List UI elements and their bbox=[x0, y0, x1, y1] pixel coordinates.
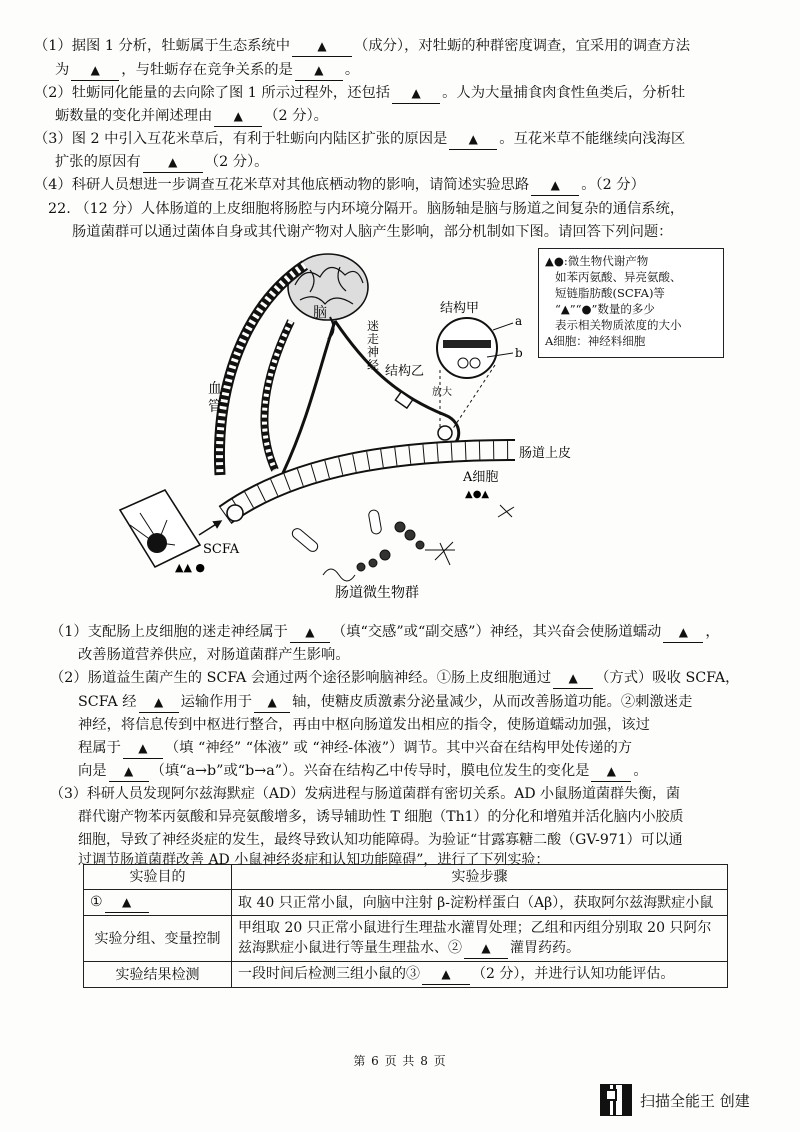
answer-blank[interactable]: ▲ bbox=[392, 83, 440, 104]
experiment-table bbox=[83, 864, 728, 988]
legend-line: “▲”“●”数量的多少 bbox=[555, 302, 655, 316]
q22-p3-line4: 过调节肠道菌群改善 AD 小鼠神经炎症和认知功能障碍”，进行了下列实验： bbox=[78, 852, 550, 868]
legend-line: 短链脂肪酸(SCFA)等 bbox=[555, 286, 665, 300]
table-header: 实验步骤 bbox=[232, 865, 728, 890]
a-cell-label: A细胞 bbox=[463, 470, 499, 485]
legend-line: 如苯丙氨酸、异亮氨酸、 bbox=[555, 270, 682, 284]
table-row bbox=[84, 890, 728, 916]
figure-legend bbox=[538, 248, 724, 358]
table-header: 实验目的 bbox=[84, 865, 232, 890]
q22-p2-line4: 程属于 ▲ （填 “神经” “体液” 或 “神经-体液”）调节。其中兴奋在结构甲处传递的方 bbox=[78, 738, 800, 759]
table-cell: 实验结果检测 bbox=[84, 962, 232, 988]
table-cell: 甲组取 20 只正常小鼠进行生理盐水灌胃处理；乙组和丙组分别取 20 只阿尔兹海默症小鼠进行等量生理盐水、② ▲ 灌胃药药。 bbox=[232, 916, 728, 962]
scfa-label: SCFA bbox=[203, 542, 240, 557]
q3-line1: （3）图 2 中引入互花米草后，有利于牡蛎向内陆区扩张的原因是 ▲ 。互花米草不能继续向浅海区 bbox=[34, 129, 800, 150]
answer-blank[interactable]: ▲ bbox=[214, 106, 262, 127]
q22-p2-line2: SCFA 经 ▲ 运输作用于 ▲ 轴，使糖皮质激素分泌量减少，从而改善肠道功能。②刺激迷走 bbox=[78, 692, 800, 713]
table-header-row bbox=[84, 865, 728, 890]
epithelium-label: 肠道上皮 bbox=[519, 446, 572, 461]
table-cell: 一段时间后检测三组小鼠的③ ▲ （2 分），并进行认知功能评估。 bbox=[232, 962, 728, 988]
gut-microbiota bbox=[290, 505, 514, 581]
microbiota-label: 肠道微生物群 bbox=[335, 585, 419, 601]
q22-p2-line3: 神经，将信息传到中枢进行整合，再由中枢向肠道发出相应的指令，使肠道蠕动加强，该过 bbox=[78, 717, 650, 733]
q22-p3-line2: 群代谢产物苯丙氨酸和异亮氨酸增多，诱导辅助性 T 细胞（Th1）的分化和增殖并活化脑内小胶质 bbox=[78, 809, 684, 825]
brain-label: 脑 bbox=[313, 305, 327, 321]
q22-p3-line1: （3）科研人员发现阿尔兹海默症（AD）发病进程与肠道菌群有密切关系。AD 小鼠肠道菌群失衡，菌 bbox=[50, 786, 681, 802]
table-row bbox=[84, 962, 728, 988]
structure-a-label: 结构甲 bbox=[440, 301, 480, 316]
table-cell: 实验分组、变量控制 bbox=[84, 916, 232, 962]
q1-line2: 为 ▲ ，与牡蛎存在竞争关系的是 ▲ 。 bbox=[55, 60, 800, 81]
answer-blank[interactable]: ▲ bbox=[105, 892, 149, 913]
q22-p2-line5: 向是 ▲ （填“a→b”或“b→a”）。兴奋在结构乙中传导时，膜电位发生的变化是 ▲ 。 bbox=[78, 761, 800, 782]
blood-vessel-label: 血管 bbox=[208, 381, 222, 415]
answer-blank[interactable]: ▲ bbox=[295, 60, 343, 81]
legend-line: 表示相关物质浓度的大小 bbox=[555, 318, 682, 332]
answer-blank[interactable]: ▲ bbox=[464, 938, 508, 959]
table-row bbox=[84, 916, 728, 962]
answer-blank[interactable]: ▲ bbox=[422, 964, 470, 985]
page-footer: 第 6 页 共 8 页 bbox=[353, 1054, 447, 1068]
q1-line1: （1）据图 1 分析，牡蛎属于生态系统中 ▲ （成分），对牡蛎的种群密度调查，宜采用的调查方法 bbox=[34, 36, 800, 57]
q22-p1-line2: 改善肠道营养供应，对肠道菌群产生影响。 bbox=[78, 647, 350, 663]
table-cell: 取 40 只正常小鼠，向脑中注射 β-淀粉样蛋白（Aβ），获取阿尔兹海默症小鼠 bbox=[232, 890, 728, 916]
q22-intro-2: 肠道菌群可以通过菌体自身或其代谢产物对人脑产生影响，部分机制如下图。请回答下列问题： bbox=[72, 224, 673, 240]
magnify-label: 放大 bbox=[432, 387, 452, 398]
vagus-label: 迷走神经 bbox=[367, 319, 380, 372]
answer-blank[interactable]: ▲ bbox=[553, 668, 593, 689]
q22-intro-1: 22. （12 分）人体肠道的上皮细胞将肠腔与内环境分隔开。脑肠轴是脑与肠道之间复杂的通信系统， bbox=[48, 201, 685, 217]
q4-line1: （4）科研人员想进一步调查互花米草对其他底栖动物的影响，请简述实验思路 ▲ 。（2 分） bbox=[34, 175, 800, 196]
answer-blank[interactable]: ▲ bbox=[254, 692, 290, 713]
answer-blank[interactable]: ▲ bbox=[143, 152, 203, 173]
answer-blank[interactable]: ▲ bbox=[109, 761, 149, 782]
answer-blank[interactable]: ▲ bbox=[123, 738, 163, 759]
table-cell: ① ▲ bbox=[84, 890, 232, 916]
scanner-watermark bbox=[600, 1084, 750, 1116]
q2-line2: 蛎数量的变化并阐述理由 ▲ （2 分）。 bbox=[55, 106, 800, 127]
scanner-label: 扫描全能王 创建 bbox=[640, 1091, 750, 1110]
q22-p2-line1: （2）肠道益生菌产生的 SCFA 会通过两个途径影响脑神经。①肠上皮细胞通过 ▲ （方式）吸收 SCFA， bbox=[50, 668, 800, 689]
answer-blank[interactable]: ▲ bbox=[663, 622, 703, 643]
answer-blank[interactable]: ▲ bbox=[591, 761, 631, 782]
answer-blank[interactable]: ▲ bbox=[531, 175, 579, 196]
structure-b-label: 结构乙 bbox=[385, 364, 425, 379]
svg-text:▲▲ ●: ▲▲ ● bbox=[175, 561, 206, 574]
label-a: a bbox=[515, 314, 523, 328]
answer-blank[interactable]: ▲ bbox=[292, 36, 352, 57]
legend-line: A细胞：神经料细胞 bbox=[545, 334, 646, 348]
q2-line1: （2）牡蛎同化能量的去向除了图 1 所示过程外，还包括 ▲ 。人为大量捕食肉食性鱼类后，分析牡 bbox=[34, 83, 800, 104]
svg-text:▲●▲: ▲●▲ bbox=[465, 489, 490, 500]
q22-p1-line1: （1）支配肠上皮细胞的迷走神经属于 ▲ （填“交感”或“副交感”）神经，其兴奋会使肠道蠕动 ▲ ， bbox=[50, 622, 800, 643]
q3-line2: 扩张的原因有 ▲ （2 分）。 bbox=[55, 152, 800, 173]
answer-blank[interactable]: ▲ bbox=[139, 692, 179, 713]
qr-code-icon bbox=[600, 1084, 632, 1116]
answer-blank[interactable]: ▲ bbox=[290, 622, 330, 643]
label-b: b bbox=[515, 346, 523, 360]
legend-line: ▲●:微生物代谢产物 bbox=[545, 254, 649, 268]
q22-p3-line3: 细胞，导致了神经炎症的发生，最终导致认知功能障碍。为验证“甘露寡糖二酸（GV-971）可以通 bbox=[78, 832, 683, 848]
answer-blank[interactable]: ▲ bbox=[71, 60, 119, 81]
answer-blank[interactable]: ▲ bbox=[449, 129, 497, 150]
